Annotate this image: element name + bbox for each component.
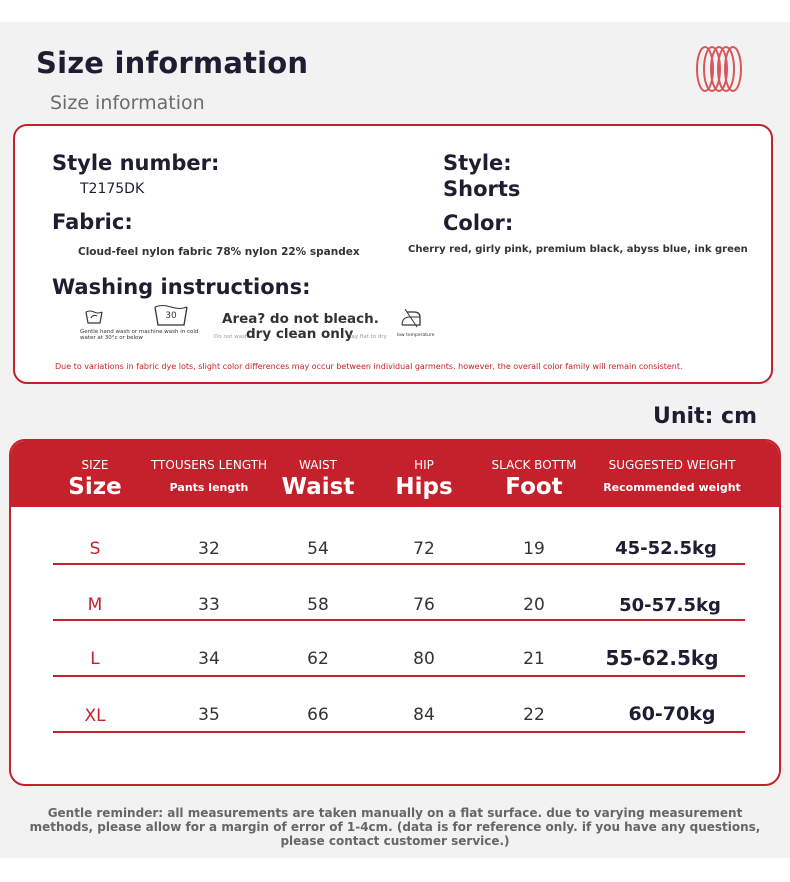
column-weight xyxy=(597,441,747,507)
wash-temperature: 30 xyxy=(165,311,177,321)
hand-wash-text: Gentle hand wash or machine wash in cold water at 30°c or below xyxy=(80,329,199,341)
style-number-label: Style number: xyxy=(52,151,220,175)
table-row-s-hip: 72 xyxy=(413,539,435,559)
table-row-l-waist: 62 xyxy=(307,649,329,669)
table-row-m-length: 33 xyxy=(198,595,220,615)
washing-label: Washing instructions: xyxy=(52,275,311,299)
column-size-label: Size xyxy=(68,474,122,500)
table-row-m-waist: 58 xyxy=(307,595,329,615)
column-weight-label: Recommended weight xyxy=(603,481,741,494)
row-divider xyxy=(53,619,745,621)
wash-faint-left: Do not wash xyxy=(214,334,249,340)
table-row-l-length: 34 xyxy=(198,649,220,669)
column-size-en: SIZE xyxy=(81,458,109,472)
column-waist-en: WAIST xyxy=(299,458,337,472)
size-table-header xyxy=(11,441,779,507)
hand-wash-icon xyxy=(84,306,104,326)
page-title: Size information xyxy=(36,46,309,80)
column-hip-en: HIP xyxy=(414,458,434,472)
style-number-value: T2175DK xyxy=(80,181,145,197)
table-row-l-hip: 80 xyxy=(413,649,435,669)
page-subtitle: Size information xyxy=(50,92,205,114)
table-row-s-waist: 54 xyxy=(307,539,329,559)
unit-label: Unit: cm xyxy=(652,404,757,429)
row-divider xyxy=(53,731,745,733)
wash-faint-right: lay flat to dry xyxy=(350,334,387,340)
color-disclaimer: Due to variations in fabric dye lots, slight color differences may occur between individual garments. however, the overall color family will remain consistent. xyxy=(55,362,683,371)
column-foot-label: Foot xyxy=(505,474,563,500)
table-row-m-foot: 20 xyxy=(523,595,545,615)
table-row-xl-size: XL xyxy=(84,706,106,726)
style-label: Style: xyxy=(443,151,512,175)
iron-text: low temperature xyxy=(397,333,435,338)
row-divider xyxy=(53,675,745,677)
table-row-xl-waist: 66 xyxy=(307,705,329,725)
column-weight-en: SUGGESTED WEIGHT xyxy=(608,458,736,472)
table-row-xl-hip: 84 xyxy=(413,705,435,725)
table-row-l-weight: 55-62.5kg xyxy=(605,646,719,670)
table-row-xl-foot: 22 xyxy=(523,705,545,725)
color-value: Cherry red, girly pink, premium black, abyss blue, ink green xyxy=(408,244,748,255)
table-row-s-weight: 45-52.5kg xyxy=(615,538,717,559)
style-value: Shorts xyxy=(443,177,521,201)
dry-clean-text: dry clean only xyxy=(246,326,354,342)
table-row-xl-length: 35 xyxy=(198,705,220,725)
table-row-s-size: S xyxy=(89,539,101,559)
column-waist-label: Waist xyxy=(281,474,355,500)
fabric-value: Cloud-feel nylon fabric 78% nylon 22% spandex xyxy=(78,246,360,258)
column-foot-en: SLACK BOTTM xyxy=(491,458,577,472)
fabric-label: Fabric: xyxy=(52,210,133,234)
table-row-l-foot: 21 xyxy=(523,649,545,669)
table-row-m-hip: 76 xyxy=(413,595,435,615)
table-row-s-foot: 19 xyxy=(523,539,545,559)
column-size xyxy=(51,441,139,507)
gentle-reminder: Gentle reminder: all measurements are taken manually on a flat surface. due to varying measurement methods, please allow for a margin of error of 1-4cm. (data is for reference only. if you have any questions, please contact customer service.) xyxy=(29,806,761,848)
column-hip xyxy=(379,441,469,507)
rings-logo-icon xyxy=(695,44,743,94)
column-waist xyxy=(273,441,363,507)
size-table xyxy=(9,439,781,786)
table-row-l-size: L xyxy=(90,649,100,669)
color-label: Color: xyxy=(443,211,514,235)
bleach-text: Area? do not bleach. xyxy=(222,311,379,327)
iron-low-temp-icon xyxy=(399,307,423,329)
table-row-m-weight: 50-57.5kg xyxy=(619,595,721,616)
column-length-en: TTOUSERS LENGTH xyxy=(150,458,268,472)
table-row-xl-weight: 60-70kg xyxy=(628,703,716,725)
column-length xyxy=(143,441,275,507)
table-row-s-length: 32 xyxy=(198,539,220,559)
column-foot xyxy=(481,441,587,507)
table-row-m-size: M xyxy=(87,595,103,615)
row-divider xyxy=(53,563,745,565)
column-length-label: Pants length xyxy=(169,481,249,494)
column-hip-label: Hips xyxy=(395,474,453,500)
